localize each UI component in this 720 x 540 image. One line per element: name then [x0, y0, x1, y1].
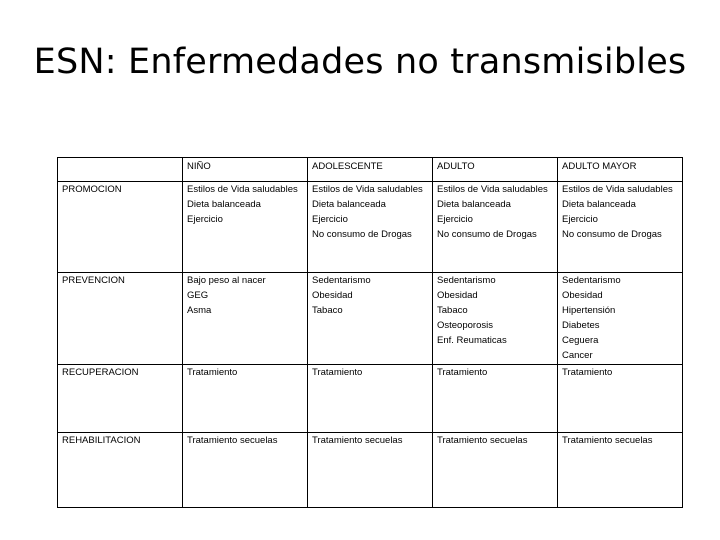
cell-line: No consumo de Drogas [312, 229, 412, 240]
row-label-cell [58, 273, 183, 365]
header-cell-adulto [433, 158, 558, 182]
cell-line: Tratamiento secuelas [312, 435, 403, 446]
table-cell [183, 273, 308, 365]
row-label: PREVENCION [62, 275, 125, 286]
table-cell [433, 273, 558, 365]
table-cell [183, 182, 308, 273]
cell-line: Dieta balanceada [437, 199, 511, 210]
cell-line: Obesidad [437, 290, 478, 301]
cell-line: Asma [187, 305, 212, 316]
table-cell [433, 433, 558, 508]
cell-line: Ceguera [562, 335, 599, 346]
cell-line: Tratamiento [562, 367, 613, 378]
cell-line: Bajo peso al nacer [187, 275, 266, 286]
cell-line: Tratamiento [437, 367, 488, 378]
cell-line: Tratamiento [187, 367, 238, 378]
table-cell [183, 433, 308, 508]
table-header-row [58, 158, 683, 182]
cell-line: Sedentarismo [562, 275, 621, 286]
header-label: ADULTO MAYOR [562, 161, 637, 172]
cell-line: Hipertensión [562, 305, 616, 316]
cell-line: Tabaco [437, 305, 468, 316]
cell-line: Obesidad [562, 290, 603, 301]
table-cell [183, 365, 308, 433]
header-label: NIÑO [187, 161, 211, 172]
cell-line: GEG [187, 290, 209, 301]
table-cell [308, 273, 433, 365]
header-cell-nino [183, 158, 308, 182]
cell-line: Ejercicio [562, 214, 598, 225]
table-row-recuperacion [58, 365, 683, 433]
cell-line: Dieta balanceada [187, 199, 261, 210]
table-cell [558, 182, 683, 273]
header-cell-adulto-mayor [558, 158, 683, 182]
header-label: ADULTO [437, 161, 475, 172]
cell-line: Ejercicio [187, 214, 223, 225]
cell-line: Estilos de Vida saludables [312, 184, 423, 195]
table-row-prevencion [58, 273, 683, 365]
row-label-cell [58, 433, 183, 508]
cell-line: Sedentarismo [437, 275, 496, 286]
cell-line: Ejercicio [437, 214, 473, 225]
disease-table [57, 157, 683, 508]
cell-line: Estilos de Vida saludables [437, 184, 548, 195]
table-cell [558, 433, 683, 508]
row-label: REHABILITACION [62, 435, 141, 446]
cell-line: Obesidad [312, 290, 353, 301]
table-row-rehabilitacion [58, 433, 683, 508]
slide-title: ESN: Enfermedades no transmisibles [33, 42, 687, 82]
table-cell [433, 365, 558, 433]
row-label: PROMOCION [62, 184, 122, 195]
cell-line: No consumo de Drogas [562, 229, 662, 240]
table-cell [558, 365, 683, 433]
cell-line: Estilos de Vida saludables [187, 184, 298, 195]
cell-line: Ejercicio [312, 214, 348, 225]
table-cell [558, 273, 683, 365]
cell-line: Dieta balanceada [562, 199, 636, 210]
header-cell-empty [58, 158, 183, 182]
cell-line: Diabetes [562, 320, 600, 331]
cell-line: Cancer [562, 350, 593, 361]
row-label: RECUPERACION [62, 367, 139, 378]
row-label-cell [58, 182, 183, 273]
cell-line: Tratamiento secuelas [562, 435, 653, 446]
cell-line: No consumo de Drogas [437, 229, 537, 240]
row-label-cell [58, 365, 183, 433]
cell-line: Tratamiento [312, 367, 363, 378]
table-cell [308, 182, 433, 273]
cell-line: Tratamiento secuelas [187, 435, 278, 446]
cell-line: Enf. Reumaticas [437, 335, 507, 346]
cell-line: Tabaco [312, 305, 343, 316]
cell-line: Dieta balanceada [312, 199, 386, 210]
header-label: ADOLESCENTE [312, 161, 383, 172]
table-row-promocion [58, 182, 683, 273]
cell-line: Sedentarismo [312, 275, 371, 286]
table-cell [433, 182, 558, 273]
cell-line: Tratamiento secuelas [437, 435, 528, 446]
table-cell [308, 365, 433, 433]
cell-line: Osteoporosis [437, 320, 493, 331]
table-cell [308, 433, 433, 508]
cell-line: Estilos de Vida saludables [562, 184, 673, 195]
header-cell-adolescente [308, 158, 433, 182]
